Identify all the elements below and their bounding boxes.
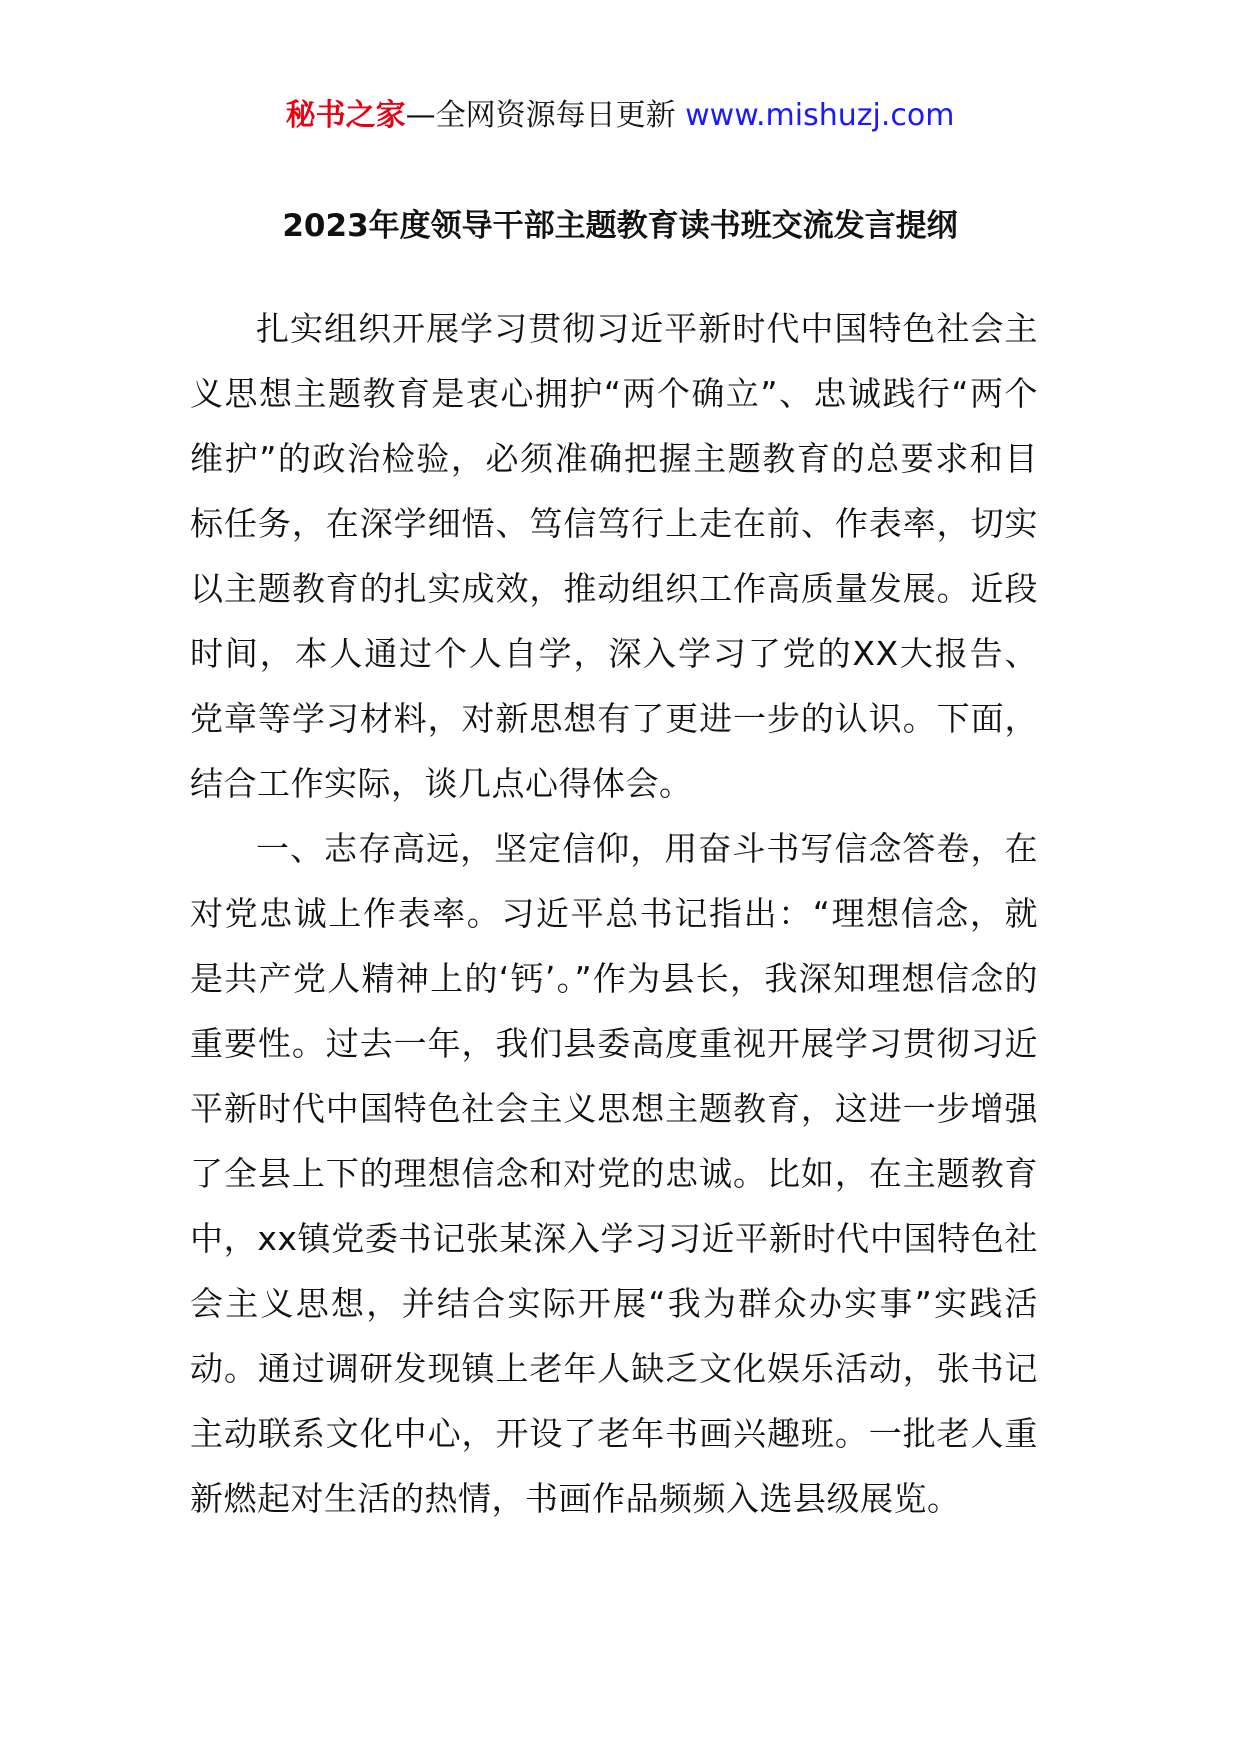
paragraph-intro: 扎实组织开展学习贯彻习近平新时代中国特色社会主义思想主题教育是衷心拥护“两个确立”、忠诚践行“两个维护”的政治检验，必须准确把握主题教育的总要求和目标任务，在深学细悟、笃信笃行上走在前、作表率，切实以主题教育的扎实成效，推动组织工作高质量发展。近段时间，本人通过个人自学，深入学习了党的XX大报告、党章等学习材料，对新思想有了更进一步的认识。下面，结合工作实际，谈几点心得体会。 — [190, 309, 1038, 803]
site-brand: 秘书之家 — [285, 98, 406, 133]
site-url-link[interactable]: www.mishuzj.com — [685, 98, 955, 133]
site-header — [0, 96, 1240, 136]
document-body — [190, 296, 1038, 1531]
paragraph-section-one: 一、志存高远，坚定信仰，用奋斗书写信念答卷，在对党忠诚上作表率。习近平总书记指出：“理想信念，就是共产党人精神上的‘钙’。”作为县长，我深知理想信念的重要性。过去一年，我们县委高度重视开展学习贯彻习近平新时代中国特色社会主义思想主题教育，这进一步增强了全县上下的理想信念和对党的忠诚。比如，在主题教育中，xx镇党委书记张某深入学习习近平新时代中国特色社会主义思想，并结合实际开展“我为群众办实事”实践活动。通过调研发现镇上老年人缺乏文化娱乐活动，张书记主动联系文化中心，开设了老年书画兴趣班。一批老人重新燃起对生活的热情，书画作品频频入选县级展览。 — [190, 829, 1038, 1518]
document-title: 2023年度领导干部主题教育读书班交流发言提纲 — [282, 208, 958, 244]
site-tagline: —全网资源每日更新 — [405, 98, 686, 133]
